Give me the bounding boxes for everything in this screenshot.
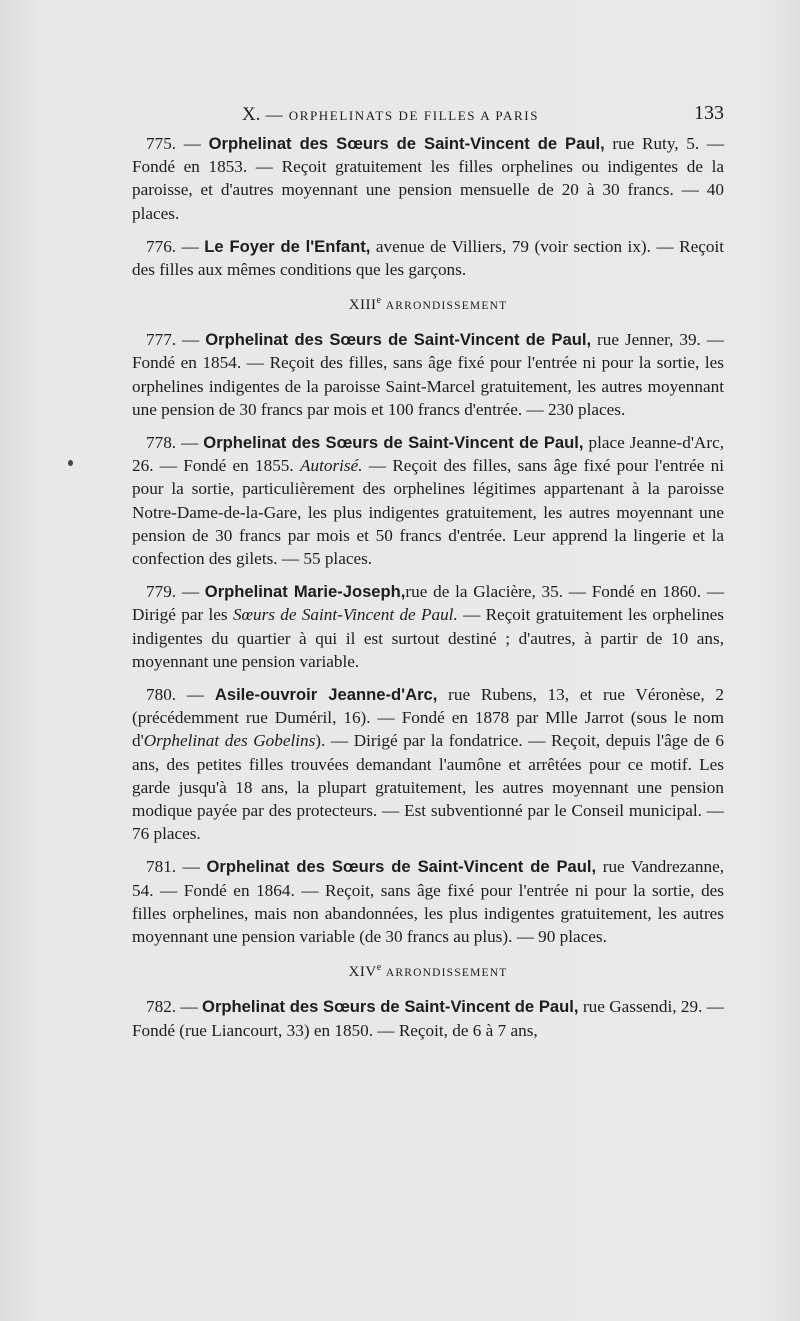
entry-779 bbox=[132, 580, 724, 673]
section-label: ARRONDISSEMENT bbox=[385, 300, 508, 313]
entry-number: 777. bbox=[146, 330, 177, 350]
entry-text: rue Jenner, 39. — Fondé en 1854. — Reçoit des filles, sans âge fixé pour l'entrée ni pour la sortie, les orphelines indigentes de la paroisse Saint-Marcel gratuitement, les autres moyennant une pension de 30 francs par mois et 100 francs d'entrée. — 230 places. bbox=[132, 330, 724, 419]
entry-dash: — bbox=[182, 857, 200, 877]
entry-text: rue Gassendi, 29. — Fondé (rue Liancourt, 33) en 1850. — Reçoit, de 6 à 7 ans, bbox=[132, 997, 724, 1040]
entry-text: rue de la Glacière, 35. — Fondé en 1860. — Dirigé par les bbox=[132, 582, 725, 625]
entry-782 bbox=[132, 995, 724, 1041]
entry-italic: Sœurs de Saint-Vincent de Paul. bbox=[232, 605, 458, 625]
entry-dash: — bbox=[181, 236, 199, 256]
entry-text: rue Rubens, 13, et rue Véronèse, 2 (précédemment rue Duméril, 16). — Fondé en 1878 par Mlle Jarrot (sous le nom d' bbox=[132, 685, 725, 751]
entry-780 bbox=[132, 683, 724, 845]
entry-name: Orphelinat des Sœurs de Saint-Vincent de Paul, bbox=[206, 857, 597, 877]
section-sup: e bbox=[376, 962, 382, 974]
entry-number: 776. bbox=[146, 236, 177, 256]
text-block bbox=[132, 92, 724, 1052]
entry-text: avenue de Villiers, 79 (voir section ix). — Reçoit des filles aux mêmes conditions que les garçons. bbox=[132, 236, 724, 280]
entry-text: rue Vandrezanne, 54. — Fondé en 1864. — Reçoit, sans âge fixé pour l'entrée ni pour la sortie, des filles orphelines, mais non abandonnées, les plus indigentes gratuitement, les autres moyennant une pension variable (de 30 francs au plus). — 90 places. bbox=[132, 857, 724, 947]
entry-text: rue Ruty, 5. — Fondé en 1853. — Reçoit gratuitement les filles orphelines ou indigentes de la paroisse, et d'autres moyennant une pension mensuelle de 20 à 30 francs. — 40 places. bbox=[132, 134, 725, 223]
entry-dash: — bbox=[182, 330, 200, 350]
entry-name: Orphelinat des Sœurs de Saint-Vincent de Paul, bbox=[208, 134, 605, 153]
entry-number: 780. bbox=[146, 685, 177, 705]
entry-dash: — bbox=[180, 997, 198, 1017]
running-header bbox=[132, 92, 724, 132]
entry-781 bbox=[132, 855, 724, 948]
header-dash: — bbox=[265, 105, 284, 124]
entry-dash: — bbox=[181, 582, 200, 602]
entry-italic: Orphelinat des Gobelins bbox=[143, 731, 316, 751]
section-label: ARRONDISSEMENT bbox=[385, 967, 508, 980]
page-number: 133 bbox=[694, 102, 724, 124]
section-numeral: XIV bbox=[348, 964, 377, 981]
entry-775 bbox=[132, 132, 724, 225]
entry-name: Le Foyer de l'Enfant, bbox=[204, 236, 371, 256]
entry-777 bbox=[132, 328, 724, 421]
entry-number: 782. bbox=[146, 997, 177, 1017]
entry-text: place Jeanne-d'Arc, 26. — Fondé en 1855. bbox=[132, 433, 724, 476]
entry-778 bbox=[132, 431, 724, 570]
entry-name: Asile-ouvroir Jeanne-d'Arc, bbox=[214, 685, 438, 705]
entry-name: Orphelinat Marie-Joseph, bbox=[204, 582, 406, 602]
entry-name: Orphelinat des Sœurs de Saint-Vincent de Paul, bbox=[203, 433, 584, 453]
entry-dash: — bbox=[186, 685, 205, 705]
entry-number: 781. bbox=[146, 857, 177, 877]
entry-dash: — bbox=[183, 134, 201, 153]
section-heading-xiii bbox=[132, 295, 724, 314]
chapter-title: ORPHELINATS DE FILLES A PARIS bbox=[288, 108, 540, 123]
header-title bbox=[242, 104, 539, 126]
entry-text-cont: — Reçoit des filles, sans âge fixé pour l'entrée ni pour la sortie, particulièrement des orphelines légitimes appartenant à la paroisse Notre-Dame-de-la-Gare, les plus indigentes gratuitement, les autres moyennant une pension de 30 francs par mois et 50 francs d'entrée. Leur apprend la lingerie et la confection des gilets. — 55 places. bbox=[132, 456, 724, 569]
entry-dash: — bbox=[181, 433, 199, 453]
entry-text-cont: ). — Dirigé par la fondatrice. — Reçoit, depuis l'âge de 6 ans, des petites filles trouvées demandant l'aumône et arrêtées pour ce motif. Les garde jusqu'à 18 ans, la plupart gratuitement, les autres moyennant une pension modique payée par des protecteurs. — Est subventionné par le Conseil municipal. — 76 places. bbox=[132, 731, 724, 844]
chapter-number: X. bbox=[242, 104, 261, 125]
section-heading-xiv bbox=[132, 962, 724, 981]
margin-speck bbox=[68, 460, 73, 466]
entry-number: 778. bbox=[146, 433, 177, 453]
entry-number: 775. bbox=[146, 134, 177, 153]
entry-italic: Autorisé. bbox=[300, 456, 363, 476]
entry-number: 779. bbox=[146, 582, 177, 602]
entry-name: Orphelinat des Sœurs de Saint-Vincent de Paul, bbox=[202, 997, 579, 1017]
section-sup: e bbox=[376, 295, 382, 307]
entry-776 bbox=[132, 235, 724, 281]
entry-name: Orphelinat des Sœurs de Saint-Vincent de Paul, bbox=[205, 330, 592, 350]
section-numeral: XIII bbox=[348, 297, 377, 314]
entry-text-cont: — Reçoit gratuitement les orphelines indigentes du quartier à qui il est surtout destiné ; d'autres, à partir de 10 ans, moyennant une pension variable. bbox=[132, 605, 724, 671]
